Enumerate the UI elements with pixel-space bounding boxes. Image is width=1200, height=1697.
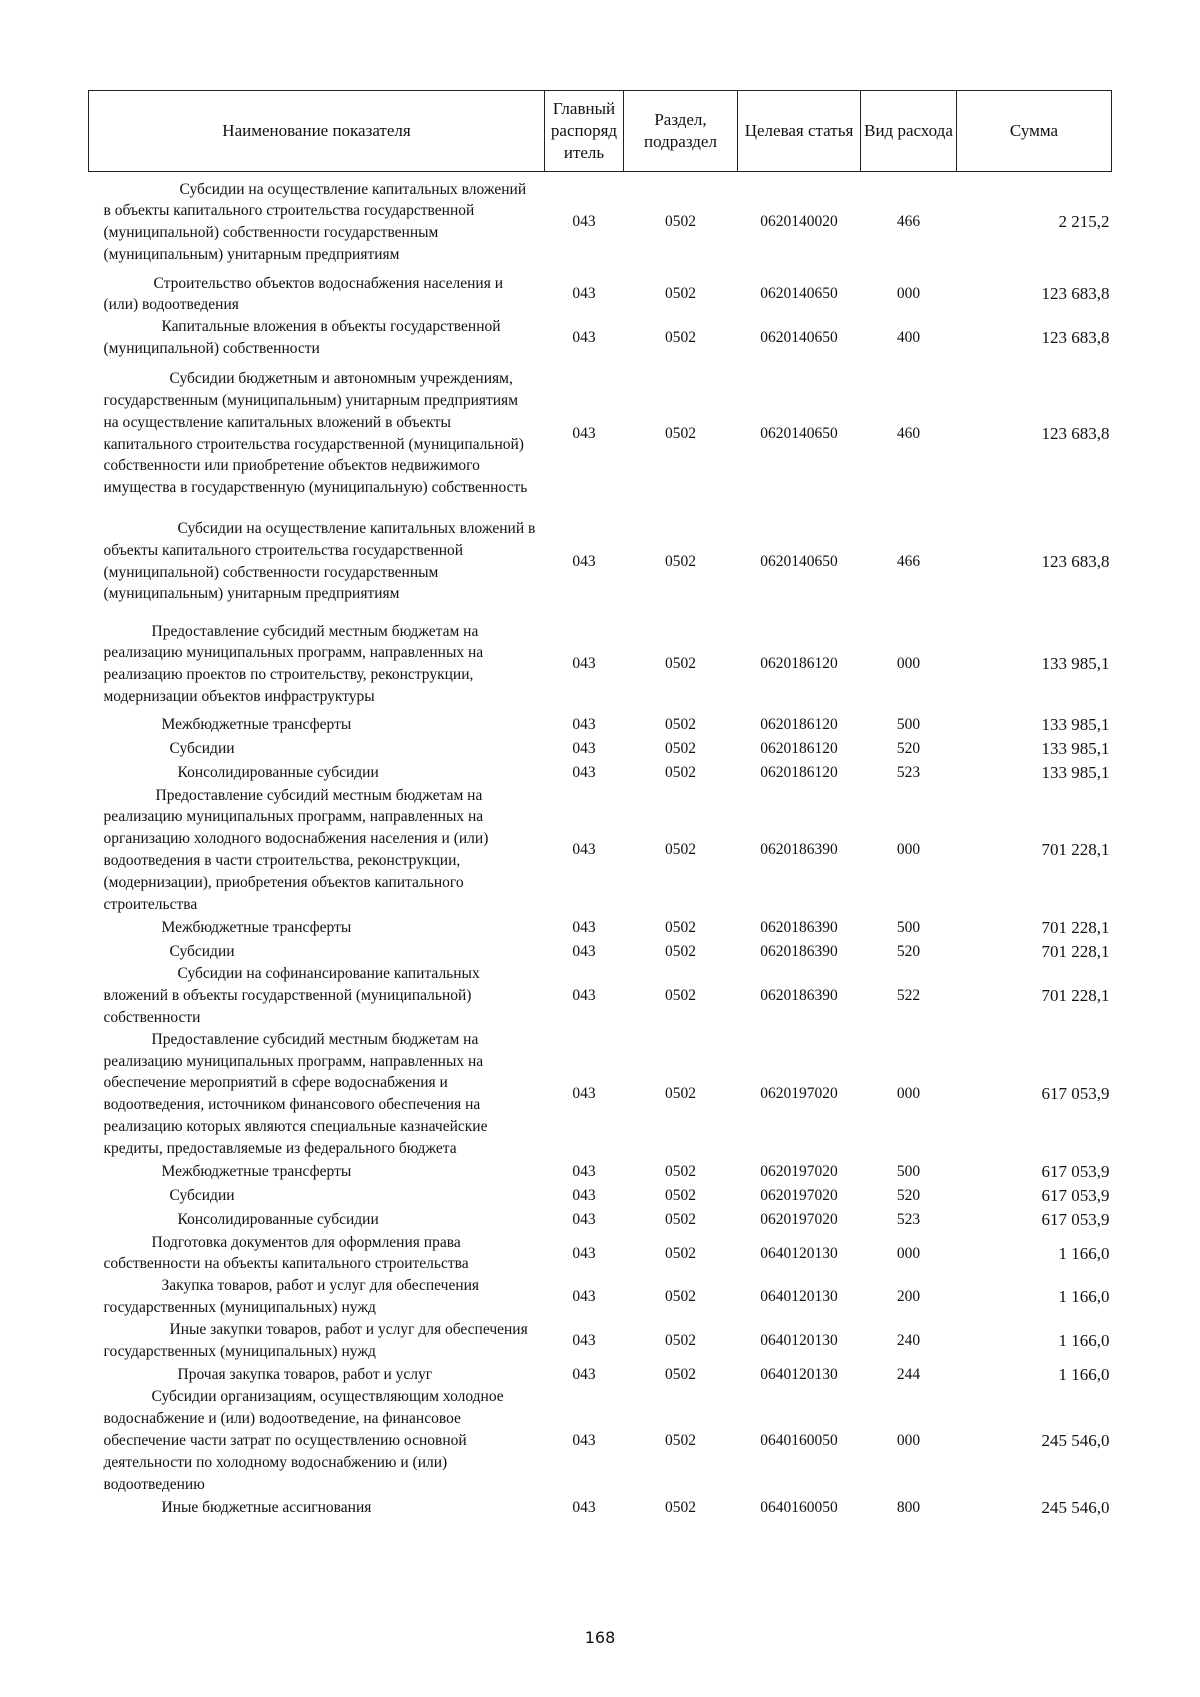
row-razdel: 0502 [665,1210,696,1228]
header-glavny: Главный распоряд итель [545,91,624,172]
row-name: Иные закупки товаров, работ и услуг для обеспечения государственных (муниципальных) нужд [103,1320,528,1360]
row-vid: 244 [896,1365,921,1383]
table-header [89,91,1112,172]
row-vid: 200 [896,1288,921,1306]
row-name: Капитальные вложения в объекты государственной (муниципальной) собственности [103,318,501,357]
row-vid: 000 [896,1244,921,1262]
row-name: Субсидии на осуществление капитальных вложений в объекты капитального строительства государственной (муниципальной) собственности государственным (муниципальным) унитарным предприятиям [103,180,527,264]
row-razdel: 0502 [665,763,696,781]
row-name-cell [89,508,545,616]
row-vid: 500 [896,918,921,936]
row-razdel: 0502 [665,1244,696,1262]
row-name-cell [89,1319,545,1363]
row-name: Закупка товаров, работ и услуг для обеспечения государственных (муниципальных) нужд [103,1277,480,1317]
row-celevaya: 0640120130 [760,1288,838,1306]
table-row [89,939,1112,963]
row-name-cell [89,1184,545,1208]
row-vid: 240 [896,1331,921,1349]
row-celevaya: 0640160050 [760,1498,838,1516]
row-razdel: 0502 [665,715,696,733]
row-celevaya: 0620186120 [760,739,838,757]
row-celevaya: 0620197020 [760,1162,838,1180]
table-row [89,915,1112,939]
row-razdel: 0502 [665,987,696,1005]
row-razdel: 0502 [665,739,696,757]
row-name: Подготовка документов для оформления права собственности на объекты капитального строительства [103,1233,469,1273]
row-name-cell [89,1160,545,1184]
row-vid: 466 [896,213,921,231]
header-summa: Сумма [957,91,1112,172]
row-vid: 500 [896,715,921,733]
row-summa: 2 215,2 [1058,212,1110,232]
row-summa: 123 683,8 [1041,327,1110,347]
row-celevaya: 0620140650 [760,328,838,346]
row-celevaya: 0640160050 [760,1432,838,1450]
table-row [89,713,1112,737]
row-celevaya: 0620140650 [760,552,838,570]
row-glavny: 043 [572,1085,596,1103]
row-name: Консолидированные субсидии [177,763,379,781]
row-vid: 460 [896,424,921,442]
row-name: Субсидии организациям, осуществляющим холодное водоснабжение и (или) водоотведение, на финансовое обеспечение части затрат по осуществлению основной деятельности по холодному водоснабжению и (или) водоотведению [103,1388,504,1493]
row-name: Предоставление субсидий местным бюджетам на реализацию муниципальных программ, направленных на организацию холодного водоснабжения населения и (или) водоотведения в части строительства, реконструкции, (модернизации), приобретения объектов капитального строительства [103,786,489,913]
row-glavny: 043 [572,213,596,231]
row-name-cell [89,713,545,737]
row-razdel: 0502 [665,1365,696,1383]
table-row [89,273,1112,317]
row-name-cell [89,915,545,939]
row-summa: 123 683,8 [1041,423,1110,443]
row-razdel: 0502 [665,1186,696,1204]
table-row [89,508,1112,616]
table-row [89,616,1112,713]
row-celevaya: 0640120130 [760,1244,838,1262]
row-glavny: 043 [572,987,596,1005]
row-summa: 1 166,0 [1058,1287,1110,1307]
table-row [89,316,1112,360]
row-celevaya: 0620197020 [760,1186,838,1204]
row-name: Межбюджетные трансферты [161,1162,352,1180]
row-celevaya: 0640120130 [760,1331,838,1349]
row-razdel: 0502 [665,1288,696,1306]
header-celevaya: Целевая статья [738,91,861,172]
row-name-cell [89,963,545,1028]
table-row [89,1386,1112,1495]
row-name: Межбюджетные трансферты [161,715,352,733]
row-glavny: 043 [572,1162,596,1180]
row-glavny: 043 [572,1288,596,1306]
row-name: Субсидии [169,942,235,960]
row-name: Субсидии бюджетным и автономным учреждениям, государственным (муниципальным) унитарным предприятиям на осуществление капитальных вложений в объекты капитального строительства государственной (муниципальной) собственности или приобретение объектов недвижимого имущества в государственную (муниципальную) собственность [103,370,528,497]
row-celevaya: 0640120130 [760,1365,838,1383]
row-vid: 522 [896,987,921,1005]
row-name-cell [89,737,545,761]
row-summa: 133 985,1 [1041,654,1110,674]
table-row [89,1029,1112,1160]
row-summa: 701 228,1 [1041,986,1110,1006]
header-razdel: Раздел, подраздел [624,91,738,172]
row-name: Межбюджетные трансферты [161,918,352,936]
row-summa: 1 166,0 [1058,1243,1110,1263]
row-razdel: 0502 [665,1085,696,1103]
row-name-cell [89,761,545,785]
page-number: 168 [584,1628,616,1647]
row-name-cell [89,1208,545,1232]
row-glavny: 043 [572,763,596,781]
table-body [89,172,1112,1520]
table-row [89,1184,1112,1208]
row-summa: 245 546,0 [1041,1431,1110,1451]
row-glavny: 043 [572,1244,596,1262]
row-vid: 000 [896,285,921,303]
row-name: Консолидированные субсидии [177,1210,379,1228]
row-summa: 245 546,0 [1041,1497,1110,1517]
row-name-cell [89,316,545,360]
row-razdel: 0502 [665,424,696,442]
row-summa: 133 985,1 [1041,738,1110,758]
row-name-cell [89,1275,545,1319]
table-row [89,1319,1112,1363]
row-vid: 520 [896,1186,921,1204]
row-name-cell [89,360,545,508]
row-glavny: 043 [572,328,596,346]
row-vid: 520 [896,942,921,960]
row-celevaya: 0620186120 [760,715,838,733]
row-razdel: 0502 [665,552,696,570]
row-name-cell [89,616,545,713]
row-glavny: 043 [572,1210,596,1228]
row-vid: 500 [896,1162,921,1180]
table-row [89,1275,1112,1319]
table-row [89,761,1112,785]
row-summa: 133 985,1 [1041,714,1110,734]
row-razdel: 0502 [665,1162,696,1180]
table-row [89,1160,1112,1184]
row-summa: 701 228,1 [1041,840,1110,860]
row-summa: 701 228,1 [1041,917,1110,937]
row-glavny: 043 [572,1432,596,1450]
row-celevaya: 0620186390 [760,942,838,960]
row-name-cell [89,172,545,273]
row-name-cell [89,1495,545,1519]
row-razdel: 0502 [665,1331,696,1349]
row-name-cell [89,273,545,317]
row-celevaya: 0620186390 [760,841,838,859]
table-row [89,1362,1112,1386]
row-vid: 400 [896,328,921,346]
table-row [89,963,1112,1028]
row-glavny: 043 [572,715,596,733]
row-razdel: 0502 [665,285,696,303]
row-celevaya: 0620197020 [760,1085,838,1103]
row-name: Прочая закупка товаров, работ и услуг [177,1365,433,1383]
row-summa: 617 053,9 [1041,1209,1110,1229]
row-summa: 701 228,1 [1041,941,1110,961]
row-celevaya: 0620197020 [760,1210,838,1228]
table-row [89,172,1112,273]
table-row [89,360,1112,508]
row-name-cell [89,785,545,916]
row-vid: 800 [896,1498,921,1516]
table-row [89,1495,1112,1519]
table-row [89,737,1112,761]
row-razdel: 0502 [665,841,696,859]
row-summa: 617 053,9 [1041,1185,1110,1205]
row-celevaya: 0620140650 [760,285,838,303]
row-summa: 1 166,0 [1058,1364,1110,1384]
row-summa: 617 053,9 [1041,1084,1110,1104]
row-glavny: 043 [572,942,596,960]
row-summa: 617 053,9 [1041,1161,1110,1181]
row-name: Субсидии [169,1186,235,1204]
header-name: Наименование показателя [89,91,545,172]
row-glavny: 043 [572,1498,596,1516]
row-glavny: 043 [572,739,596,757]
row-glavny: 043 [572,285,596,303]
row-celevaya: 0620140020 [760,213,838,231]
row-vid: 523 [896,1210,921,1228]
table-row [89,1208,1112,1232]
budget-table [88,90,1112,1519]
row-glavny: 043 [572,424,596,442]
header-vid: Вид расхода [861,91,957,172]
row-summa: 133 985,1 [1041,762,1110,782]
row-vid: 000 [896,1085,921,1103]
row-glavny: 043 [572,841,596,859]
row-glavny: 043 [572,655,596,673]
row-razdel: 0502 [665,213,696,231]
row-razdel: 0502 [665,1432,696,1450]
row-name: Субсидии на софинансирование капитальных вложений в объекты государственной (муниципальной) собственности [103,965,480,1027]
row-glavny: 043 [572,552,596,570]
row-name: Субсидии [169,739,235,757]
row-name: Строительство объектов водоснабжения населения и (или) водоотведения [103,274,504,314]
row-summa: 123 683,8 [1041,284,1110,304]
row-glavny: 043 [572,1331,596,1349]
row-summa: 123 683,8 [1041,551,1110,571]
row-razdel: 0502 [665,942,696,960]
row-glavny: 043 [572,1365,596,1383]
row-razdel: 0502 [665,1498,696,1516]
row-celevaya: 0620186120 [760,655,838,673]
row-vid: 523 [896,763,921,781]
row-celevaya: 0620186390 [760,918,838,936]
row-name-cell [89,1386,545,1495]
row-razdel: 0502 [665,655,696,673]
row-summa: 1 166,0 [1058,1330,1110,1350]
row-vid: 520 [896,739,921,757]
row-glavny: 043 [572,1186,596,1204]
row-name: Субсидии на осуществление капитальных вложений в объекты капитального строительства государственной (муниципальной) собственности государственным (муниципальным) унитарным предприятиям [103,520,536,603]
row-glavny: 043 [572,918,596,936]
row-razdel: 0502 [665,918,696,936]
row-celevaya: 0620186390 [760,987,838,1005]
row-name-cell [89,1232,545,1276]
table-row [89,1232,1112,1276]
row-name-cell [89,939,545,963]
table-row [89,785,1112,916]
row-vid: 466 [896,552,921,570]
row-celevaya: 0620140650 [760,424,838,442]
row-name: Иные бюджетные ассигнования [161,1498,372,1516]
row-name-cell [89,1029,545,1160]
row-vid: 000 [896,1432,921,1450]
row-name: Предоставление субсидий местным бюджетам на реализацию муниципальных программ, направленных на обеспечение мероприятий в сфере водоснабжения и водоотведения, источником финансового обеспечения на реализацию которых являются специальные казначейские кредиты, предоставляемые из федерального бюджета [103,1030,488,1157]
row-celevaya: 0620186120 [760,763,838,781]
row-name: Предоставление субсидий местным бюджетам на реализацию муниципальных программ, направленных на реализацию проектов по строительству, реконструкции, модернизации объектов инфраструктуры [103,622,484,705]
row-vid: 000 [896,655,921,673]
row-razdel: 0502 [665,328,696,346]
row-vid: 000 [896,841,921,859]
row-name-cell [89,1362,545,1386]
